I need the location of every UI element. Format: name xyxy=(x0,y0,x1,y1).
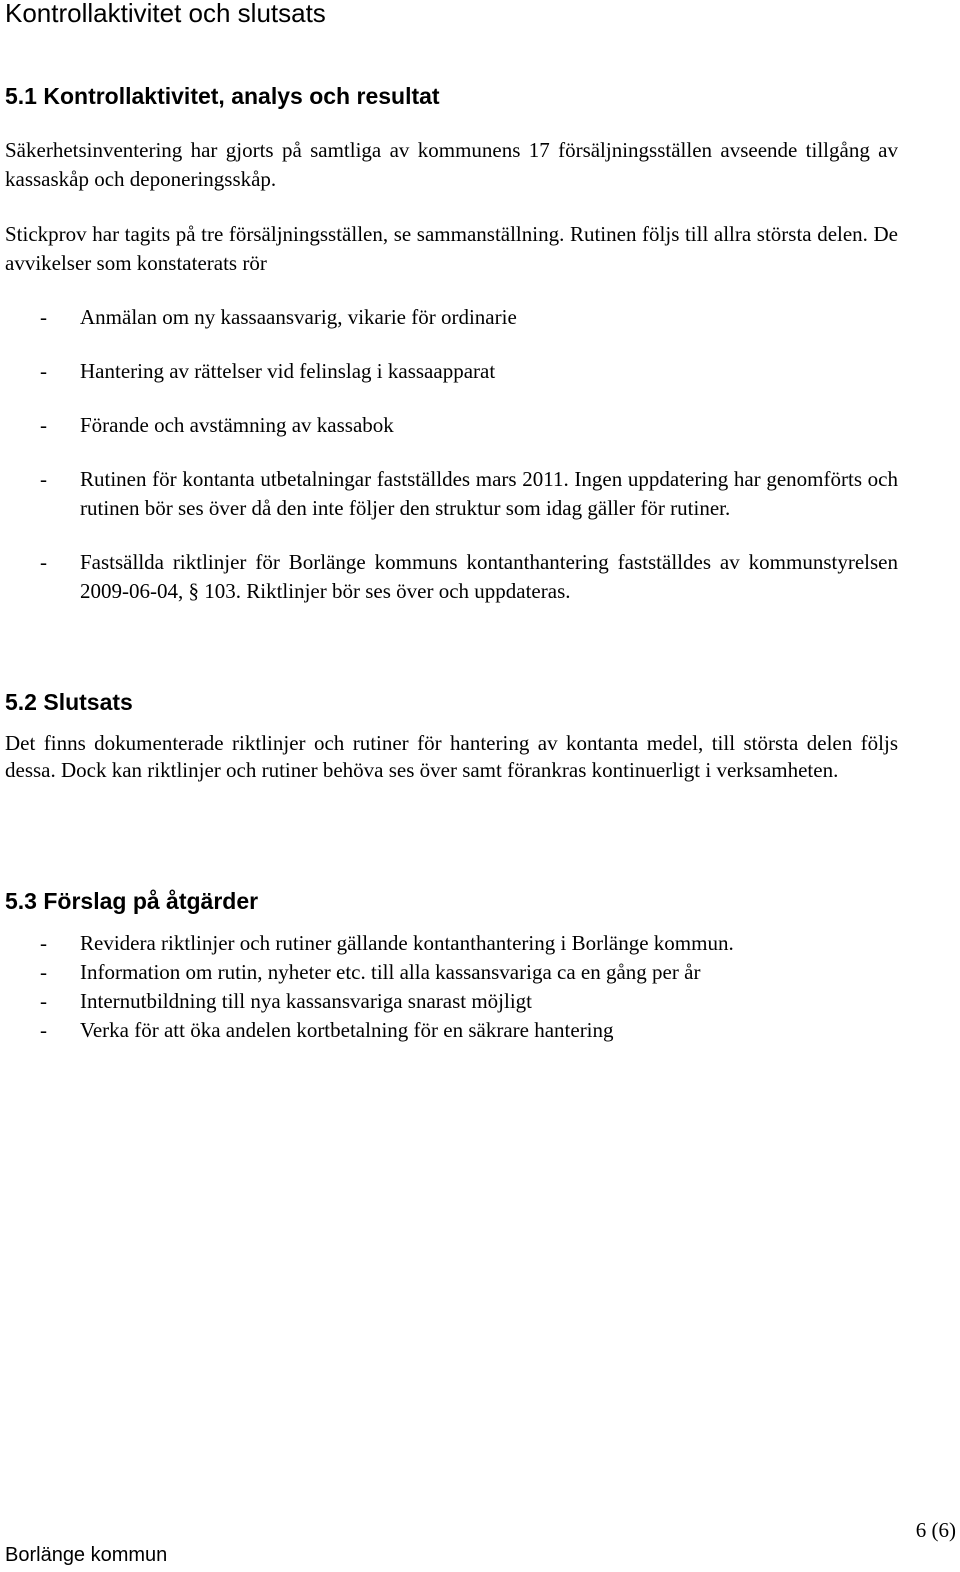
bullet-dash: - xyxy=(40,931,47,955)
list-item-text: Anmälan om ny kassaansvarig, vikarie för ordinarie xyxy=(80,305,517,329)
list-item xyxy=(0,303,960,332)
section-5-1-paragraph-2: Stickprov har tagits på tre försäljningsställen, se sammanställning. Rutinen följs till allra största delen. De avvikelser som konstaterats rör xyxy=(5,222,898,275)
bullet-dash: - xyxy=(40,1018,47,1042)
section-5-3-heading: 5.3 Förslag på åtgärder xyxy=(5,888,259,914)
list-item xyxy=(0,357,960,386)
section-5-1-deviation-list xyxy=(0,303,960,631)
section-5-2-paragraph: Det finns dokumenterade riktlinjer och rutiner för hantering av kontanta medel, till största delen följs dessa. Dock kan riktlinjer och rutiner behöva ses över samt förankras kontinuerligt i verksamheten. xyxy=(5,731,898,782)
bullet-dash: - xyxy=(40,550,47,574)
section-5-2-heading: 5.2 Slutsats xyxy=(5,689,133,715)
list-item-text: Hantering av rättelser vid felinslag i kassaapparat xyxy=(80,359,496,383)
list-item xyxy=(0,411,960,440)
bullet-dash: - xyxy=(40,359,47,383)
list-item-text: Information om rutin, nyheter etc. till alla kassansvariga ca en gång per år xyxy=(80,960,701,984)
list-item-text: Verka för att öka andelen kortbetalning för en säkrare hantering xyxy=(80,1018,614,1042)
page-number: 6 (6) xyxy=(915,1518,956,1542)
bullet-dash: - xyxy=(40,305,47,329)
list-item xyxy=(0,958,960,987)
list-item xyxy=(0,548,960,606)
list-item-text: Fastsällda riktlinjer för Borlänge kommuns kontanthantering fastställdes av kommunstyrelsen 2009-06-04, § 103. Riktlinjer bör ses över och uppdateras. xyxy=(80,550,898,603)
list-item-text: Rutinen för kontanta utbetalningar fastställdes mars 2011. Ingen uppdatering har genomförts och rutinen bör ses över då den inte följer den struktur som idag gäller för rutiner. xyxy=(80,467,898,520)
list-item-text: Revidera riktlinjer och rutiner gällande kontanthantering i Borlänge kommun. xyxy=(80,931,734,955)
list-item-text: Internutbildning till nya kassansvariga snarast möjligt xyxy=(80,989,533,1013)
list-item xyxy=(0,929,960,958)
list-item xyxy=(0,1016,960,1045)
list-item xyxy=(0,987,960,1016)
bullet-dash: - xyxy=(40,960,47,984)
section-5-1-heading: 5.1 Kontrollaktivitet, analys och resultat xyxy=(5,83,440,109)
bullet-dash: - xyxy=(40,467,47,491)
bullet-dash: - xyxy=(40,989,47,1013)
section-5-1-paragraph-1: Säkerhetsinventering har gjorts på samtliga av kommunens 17 försäljningsställen avseende tillgång av kassaskåp och deponeringsskåp. xyxy=(5,138,898,191)
section-5-3-action-list xyxy=(0,929,960,1045)
footer-organization: Borlänge kommun xyxy=(5,1544,168,1566)
list-item-text: Förande och avstämning av kassabok xyxy=(80,413,394,437)
list-item xyxy=(0,465,960,523)
page-title: Kontrollaktivitet och slutsats xyxy=(5,0,326,28)
bullet-dash: - xyxy=(40,413,47,437)
